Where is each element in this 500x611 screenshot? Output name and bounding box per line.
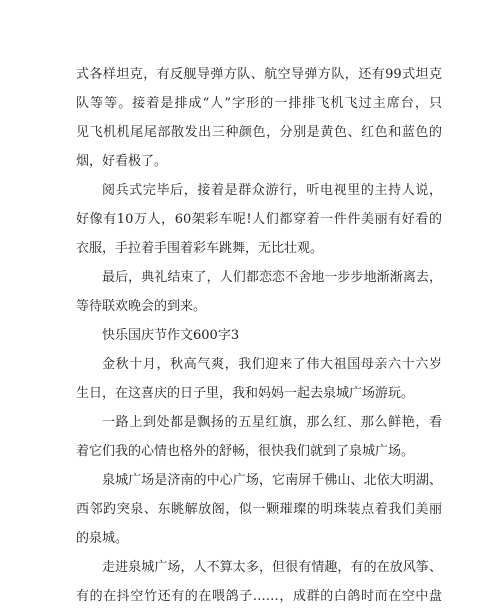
text-line: 队等等。接着是排成“人”字形的一排排飞机飞过主席台，只 [76,96,442,111]
paragraph-3 [76,263,442,321]
text-line: 一路上到处都是飘扬的五星红旗，那么红、那么鲜艳，看 [102,415,442,430]
text-line: 走进泉城广场，人不算太多，但很有情趣，有的在放风筝、 [102,560,442,575]
paragraph-4 [76,350,442,408]
text-line: 衣服，手拉着手围着彩车跳舞，无比壮观。 [76,241,324,256]
text-line: 见飞机机尾尾部散发出三种颜色，分别是黄色、红色和蓝色的 [76,125,442,140]
paragraph-6 [76,466,442,553]
paragraph-5 [76,408,442,466]
text-line: 阅兵式完毕后，接着是群众游行，听电视里的主持人说， [102,183,442,198]
text-line: 烟，好看极了。 [76,154,168,169]
text-line: 好像有10万人，60架彩车呢!人们都穿着一件件美丽有好看的 [76,212,442,227]
text-line: 西邻趵突泉、东眺解放阁，似一颗璀璨的明珠装点着我们美丽 [76,502,442,517]
text-line: 有的在抖空竹还有的在喂鸽子……，成群的白鸽时而在空中盘 [76,589,442,604]
section-heading [76,321,442,350]
text-line: 生日，在这喜庆的日子里，我和妈妈一起去泉城广场游玩。 [76,386,415,401]
paragraph-1 [76,60,442,176]
paragraph-7 [76,553,442,611]
text-line: 最后，典礼结束了，人们都恋恋不舍地一步步地渐渐离去， [102,270,442,285]
document-body [76,60,442,611]
paragraph-2 [76,176,442,263]
text-line: 式各样坦克，有反舰导弹方队、航空导弹方队，还有99式坦克 [76,67,442,82]
text-line: 金秋十月，秋高气爽，我们迎来了伟大祖国母亲六十六岁 [102,357,442,372]
text-line: 的泉城。 [76,531,129,546]
heading-text: 快乐国庆节作文600字3 [102,328,240,343]
text-line: 着它们我的心情也格外的舒畅，很快我们就到了泉城广场。 [76,444,415,459]
text-line: 泉城广场是济南的中心广场，它南屏千佛山、北依大明湖、 [102,473,442,488]
text-line: 等待联欢晚会的到来。 [76,299,207,314]
